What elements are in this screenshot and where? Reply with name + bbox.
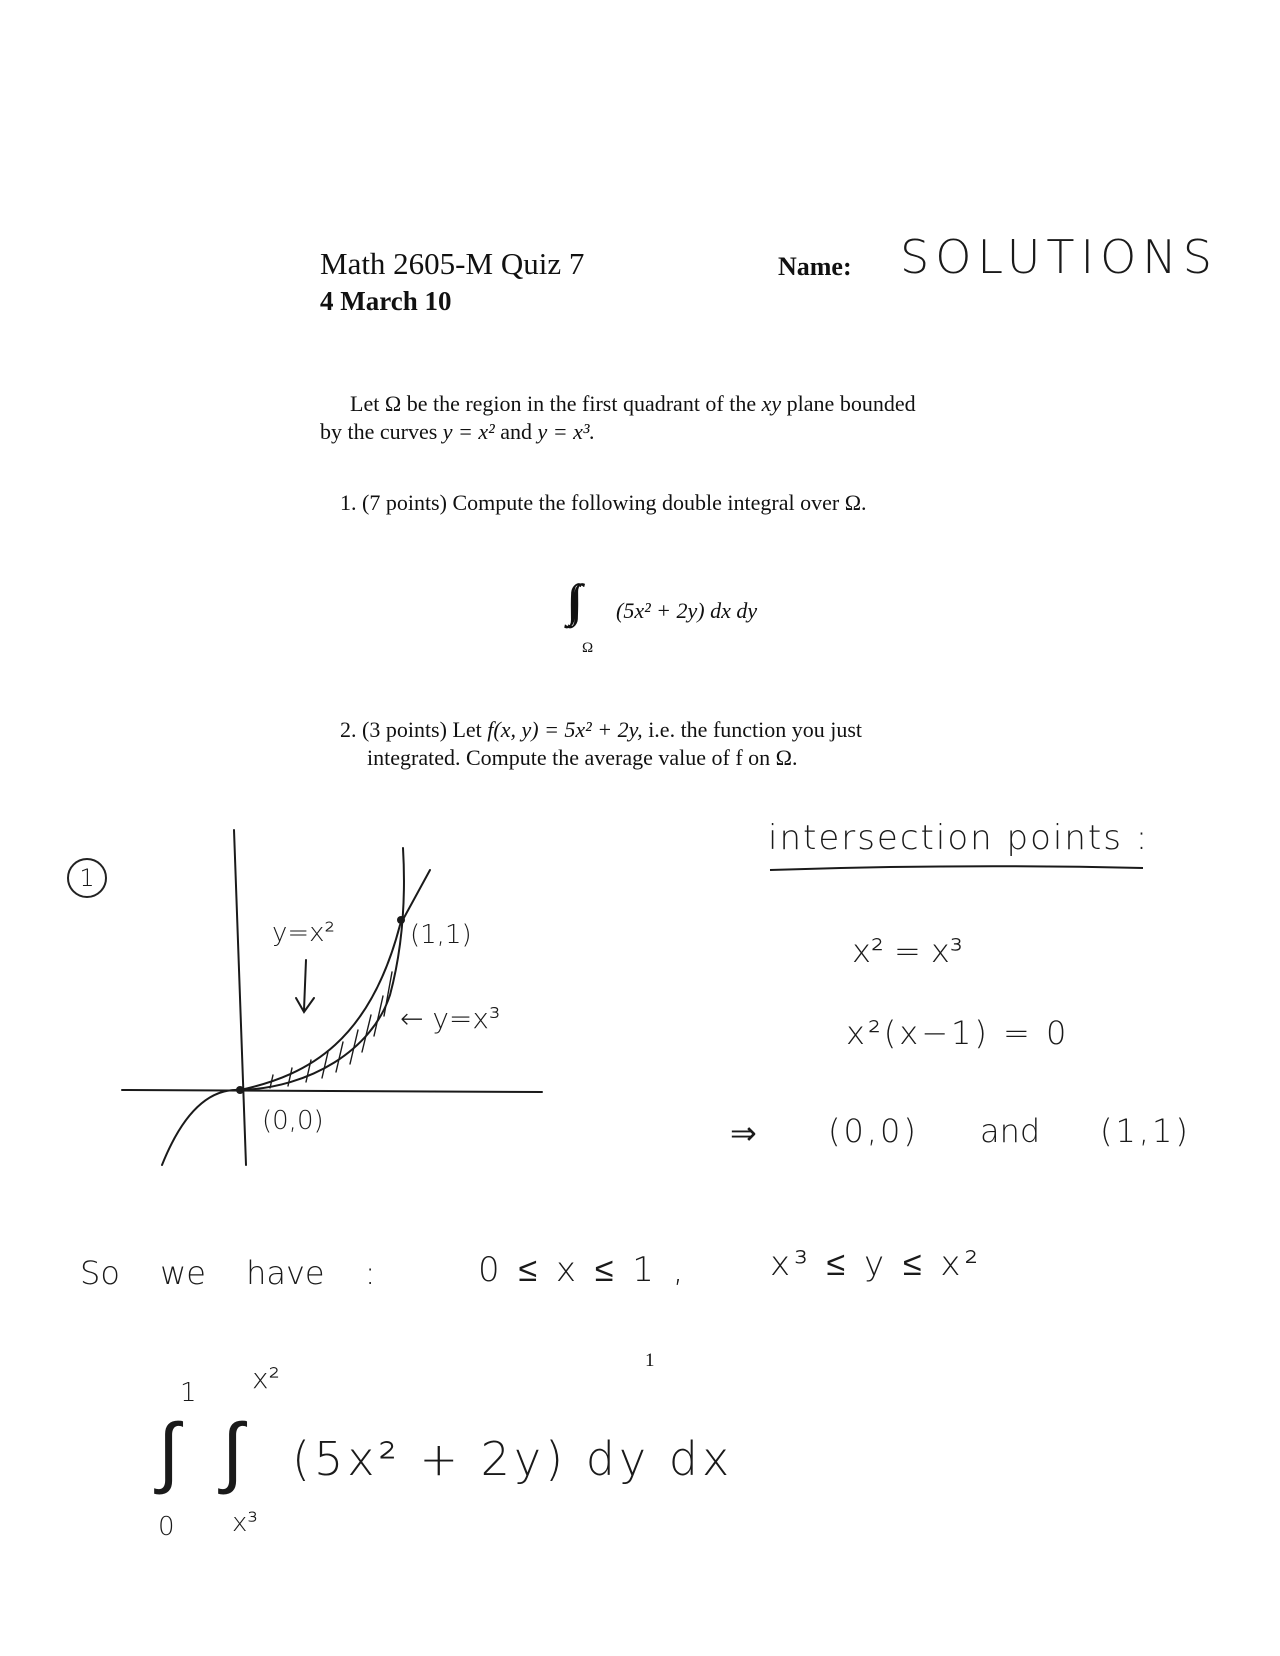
- outer-integral-sign: ∫: [158, 1407, 180, 1497]
- intro-line2-start: by the curves: [320, 419, 438, 444]
- y-bounds: x³ ≤ y ≤ x²: [770, 1244, 983, 1284]
- question-2: [340, 716, 1000, 772]
- q1-integrand: (5x² + 2y) dx dy: [616, 598, 758, 623]
- y-axis: [234, 830, 246, 1165]
- point-0-0-dot: [236, 1086, 244, 1094]
- intro-curve1: y = x²: [442, 419, 495, 444]
- problem-intro: [320, 390, 1000, 446]
- q2-line2: integrated. Compute the average value of f on Ω.: [367, 745, 798, 770]
- result-origin: (0,0): [828, 1112, 919, 1150]
- quiz-title: Math 2605-M Quiz 7: [320, 246, 585, 281]
- q2-func: f(x, y) = 5x² + 2y,: [487, 717, 643, 742]
- q1-text: Compute the following double integral over Ω.: [452, 490, 867, 515]
- intersection-underline: [768, 862, 1148, 876]
- q1-number: 1.: [340, 490, 357, 515]
- iterated-integrand: (5x² + 2y) dy dx: [292, 1432, 734, 1486]
- region-hatching: [270, 972, 392, 1088]
- outer-lower-limit: 0: [158, 1512, 175, 1542]
- intro-let: Let: [350, 391, 380, 416]
- inner-integral-sign: ∫: [222, 1407, 244, 1497]
- problem-number-circle: 1: [67, 858, 107, 898]
- q2-text-a: Let: [452, 717, 482, 742]
- q2-text-b: i.e. the function you just: [648, 717, 863, 742]
- intro-text1: be the region in the first quadrant of the: [406, 391, 757, 416]
- equation-1: x² = x³: [852, 932, 963, 970]
- intersection-title: intersection points :: [768, 818, 1150, 858]
- point-1-1-dot: [397, 916, 405, 924]
- result-and: and: [980, 1112, 1041, 1150]
- x-axis: [122, 1090, 542, 1092]
- intro-curve2: y = x³.: [537, 419, 596, 444]
- x-bounds: 0 ≤ x ≤ 1 ,: [478, 1250, 688, 1290]
- intro-and: and: [500, 419, 533, 444]
- label-point-1-1: (1,1): [410, 920, 472, 950]
- q1-integral-region: Ω: [582, 640, 594, 656]
- label-y-x2: y=x²: [272, 918, 335, 948]
- curve-x-squared: [240, 870, 430, 1090]
- inner-lower-limit: x³: [232, 1508, 258, 1538]
- arrow-down: [296, 960, 314, 1012]
- region-sketch: [110, 820, 560, 1180]
- intro-xy: xy: [761, 391, 782, 416]
- label-y-x3: ← y=x³: [400, 1002, 501, 1035]
- q1-points: (7 points): [362, 490, 447, 515]
- q2-number: 2.: [340, 717, 357, 742]
- so-we-have: So we have :: [80, 1254, 376, 1292]
- name-label: Name:: [778, 252, 852, 281]
- result-1-1: (1,1): [1100, 1112, 1191, 1150]
- intro-text2: plane bounded: [786, 391, 916, 416]
- outer-upper-limit: 1: [180, 1378, 197, 1408]
- intro-omega: Ω: [384, 391, 402, 416]
- implies-arrow: ⇒: [730, 1114, 757, 1152]
- inner-upper-limit: x²: [252, 1362, 280, 1395]
- name-value-handwritten: SOLUTIONS: [900, 230, 1218, 284]
- label-point-0-0: (0,0): [262, 1106, 324, 1136]
- page-number: 1: [645, 1350, 655, 1371]
- quiz-date: 4 March 10: [320, 286, 452, 316]
- equation-2: x²(x−1) = 0: [846, 1014, 1070, 1052]
- q2-points: (3 points): [362, 717, 447, 742]
- question-1: [340, 490, 867, 516]
